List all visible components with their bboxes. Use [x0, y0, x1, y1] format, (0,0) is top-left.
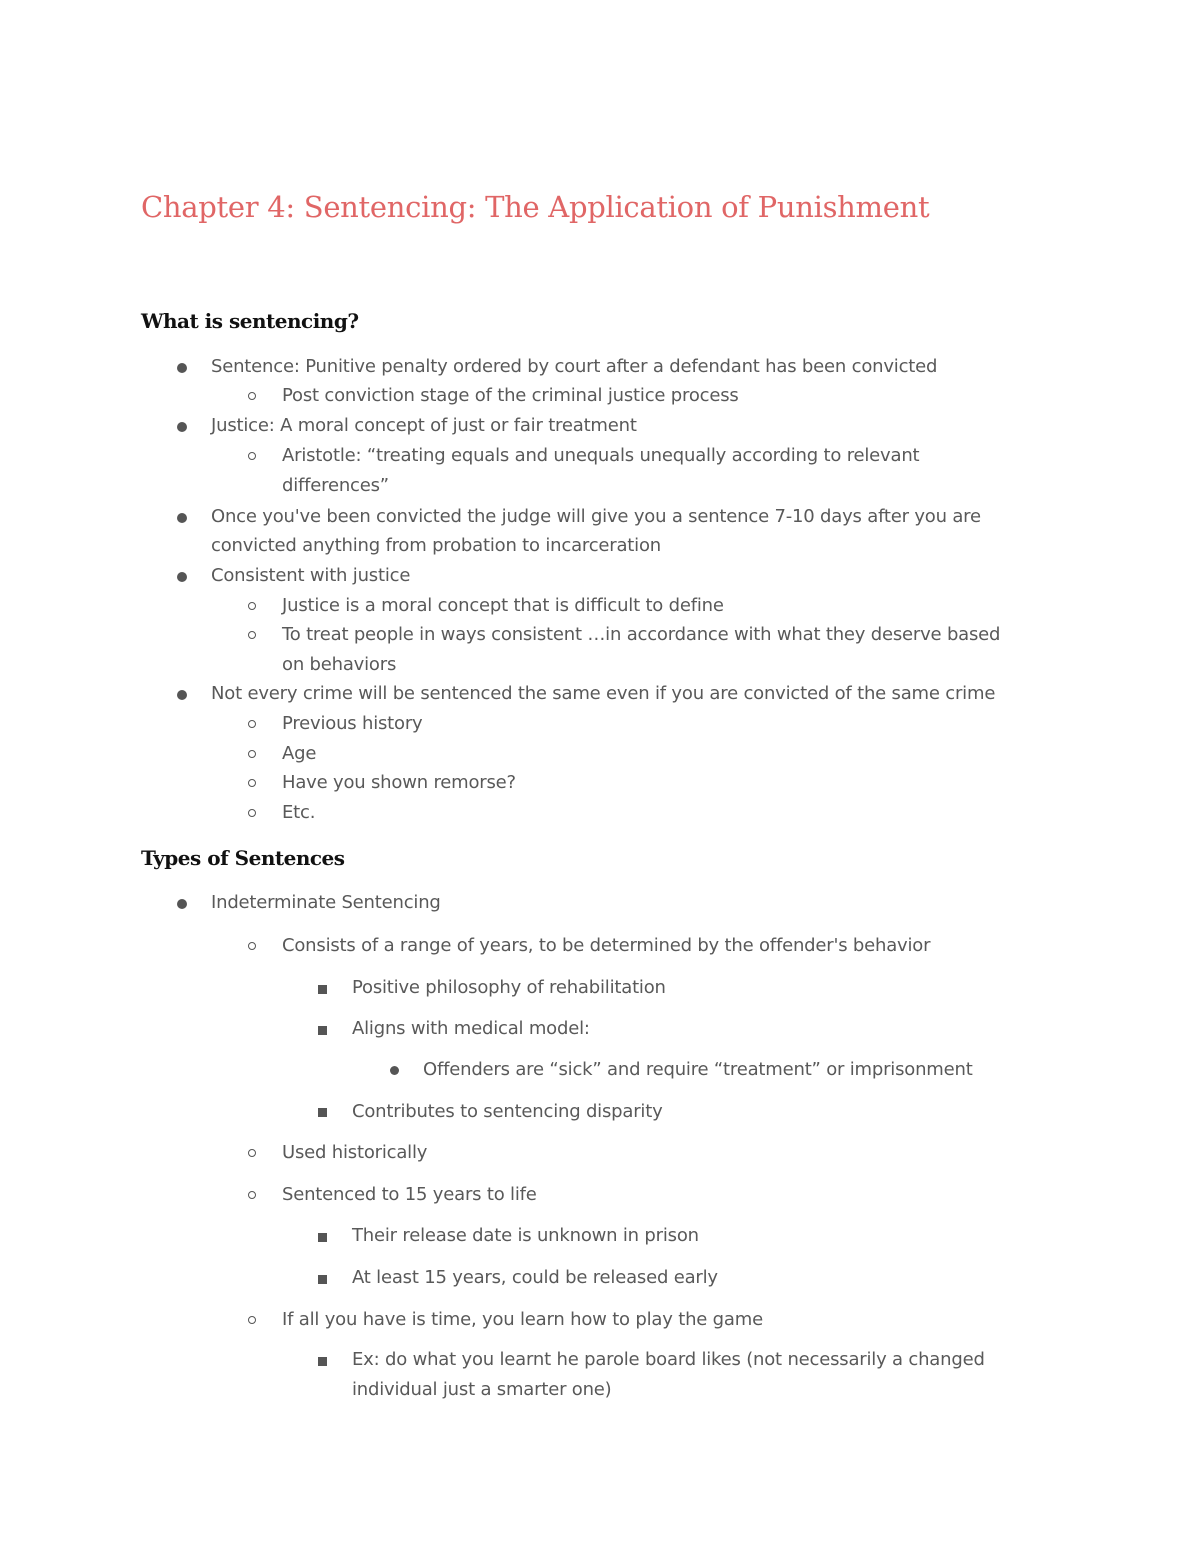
list-item: Have you shown remorse? — [282, 772, 516, 793]
list-item: Sentenced to 15 years to life — [282, 1184, 537, 1205]
list-item: Etc. — [282, 802, 316, 823]
list-item-continuation: individual just a smarter one) — [352, 1379, 612, 1400]
list-item: Consistent with justice — [211, 565, 411, 586]
list-item: Post conviction stage of the criminal justice process — [282, 385, 739, 406]
list-item: Justice: A moral concept of just or fair treatment — [211, 415, 637, 436]
list-item: Offenders are “sick” and require “treatment” or imprisonment — [423, 1059, 973, 1080]
bullet-square-icon — [318, 1357, 327, 1366]
bullet-square-icon — [318, 1026, 327, 1035]
list-item: Sentence: Punitive penalty ordered by court after a defendant has been convicted — [211, 356, 938, 377]
page-title: Chapter 4: Sentencing: The Application of Punishment — [141, 190, 930, 224]
bullet-square-icon — [318, 1108, 327, 1117]
list-item-continuation: differences” — [282, 475, 389, 496]
section-heading-types-of-sentences: Types of Sentences — [141, 846, 345, 870]
list-item: Consists of a range of years, to be determined by the offender's behavior — [282, 935, 931, 956]
list-item: Age — [282, 743, 317, 764]
bullet-circle-icon — [248, 809, 256, 817]
bullet-circle-icon — [248, 392, 256, 400]
bullet-circle-icon — [248, 942, 256, 950]
bullet-disc-icon — [177, 690, 187, 700]
list-item: Positive philosophy of rehabilitation — [352, 977, 666, 998]
bullet-disc-icon — [177, 363, 187, 373]
list-item: Not every crime will be sentenced the same even if you are convicted of the same crime — [211, 683, 996, 704]
bullet-circle-icon — [248, 602, 256, 610]
bullet-circle-icon — [248, 452, 256, 460]
list-item: Aristotle: “treating equals and unequals unequally according to relevant — [282, 445, 920, 466]
section-heading-what-is-sentencing: What is sentencing? — [141, 309, 359, 333]
bullet-circle-icon — [248, 1149, 256, 1157]
list-item: Ex: do what you learnt he parole board likes (not necessarily a changed — [352, 1349, 985, 1370]
list-item: Their release date is unknown in prison — [352, 1225, 699, 1246]
list-item: Indeterminate Sentencing — [211, 892, 441, 913]
bullet-circle-icon — [248, 720, 256, 728]
list-item: If all you have is time, you learn how to play the game — [282, 1309, 763, 1330]
list-item: At least 15 years, could be released early — [352, 1267, 718, 1288]
bullet-circle-icon — [248, 750, 256, 758]
bullet-square-icon — [318, 1275, 327, 1284]
bullet-circle-icon — [248, 779, 256, 787]
list-item: Contributes to sentencing disparity — [352, 1101, 663, 1122]
bullet-disc-icon — [177, 899, 187, 909]
bullet-circle-icon — [248, 631, 256, 639]
bullet-disc-icon — [177, 572, 187, 582]
list-item: Aligns with medical model: — [352, 1018, 590, 1039]
list-item: Previous history — [282, 713, 423, 734]
list-item-continuation: convicted anything from probation to incarceration — [211, 535, 661, 556]
list-item: Once you've been convicted the judge will give you a sentence 7-10 days after you are — [211, 506, 981, 527]
bullet-square-icon — [318, 985, 327, 994]
list-item-continuation: on behaviors — [282, 654, 397, 675]
list-item: Justice is a moral concept that is difficult to define — [282, 595, 724, 616]
bullet-circle-icon — [248, 1191, 256, 1199]
bullet-disc-icon — [177, 513, 187, 523]
bullet-circle-icon — [248, 1316, 256, 1324]
bullet-disc-icon — [177, 422, 187, 432]
list-item: To treat people in ways consistent …in accordance with what they deserve based — [282, 624, 1001, 645]
bullet-disc-icon — [390, 1066, 399, 1075]
bullet-square-icon — [318, 1233, 327, 1242]
list-item: Used historically — [282, 1142, 428, 1163]
